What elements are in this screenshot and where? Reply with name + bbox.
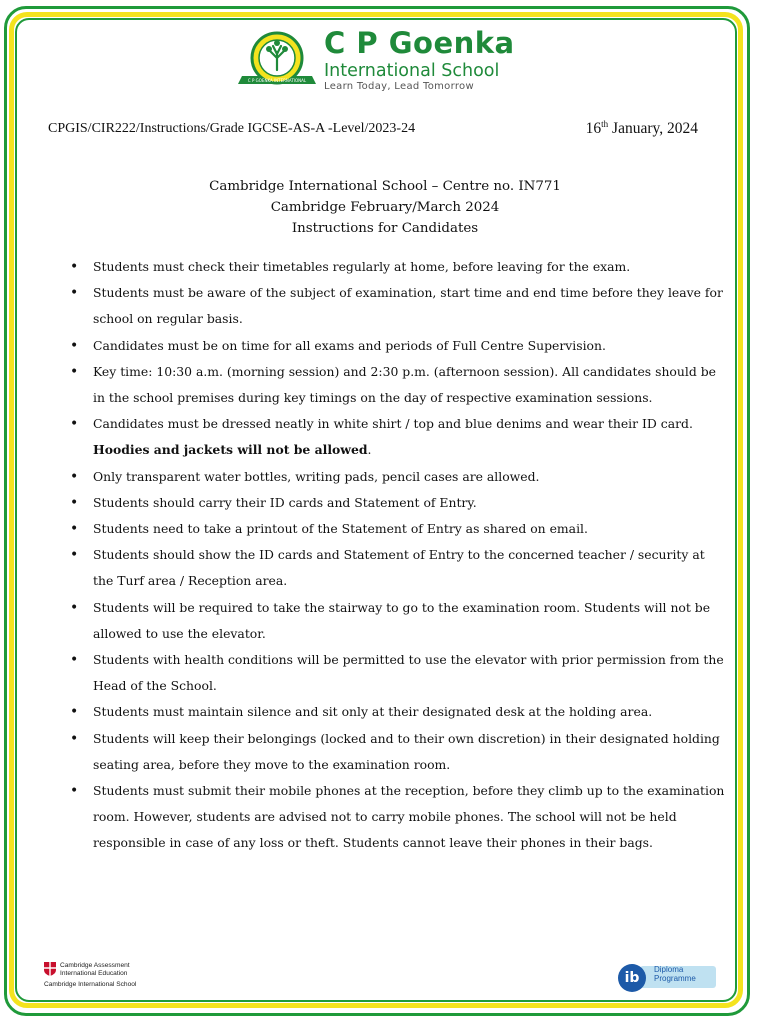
title-line-3: Instructions for Candidates — [291, 221, 479, 236]
list-item: • Students should show the ID cards and Statement of Entry to the concerned teacher / security at the Turf area / Reception area. — [70, 542, 726, 594]
ib-icon: ib — [618, 964, 646, 992]
list-item: • Students with health conditions will be permitted to use the elevator with prior permission from the Head of the School. — [70, 647, 726, 699]
school-name: C P Goenka — [324, 26, 515, 60]
ib-text — [654, 965, 696, 983]
cambridge-text — [60, 962, 130, 977]
school-tagline: Learn Today, Lead Tomorrow — [324, 81, 474, 92]
list-item: • Students should carry their ID cards and Statement of Entry. — [70, 490, 726, 516]
list-item: • Students will be required to take the stairway to go to the examination room. Students will not be allowed to use the elevator. — [70, 595, 726, 647]
list-item: • Students need to take a printout of the Statement of Entry as shared on email. — [70, 516, 726, 542]
instructions-list — [70, 254, 726, 857]
date-day: 16 — [585, 120, 602, 138]
title-line-2: Cambridge February/March 2024 — [270, 200, 500, 215]
list-item: • Students will keep their belongings (locked and to their own discretion) in their designated holding seating area, before they move to the examination room. — [70, 726, 726, 778]
list-item: • Candidates must be on time for all exams and periods of Full Centre Supervision. — [70, 333, 726, 359]
school-logo — [236, 28, 526, 98]
list-item: • Students must submit their mobile phones at the reception, before they climb up to the examination room. However, students are advised not to carry mobile phones. The school will not be held responsible in case of any loss or theft. Students cannot leave their phones in their bags. — [70, 778, 726, 857]
reference-line — [48, 121, 698, 141]
ib-line-1: Diploma — [654, 965, 684, 974]
ib-line-2: Programme — [654, 974, 696, 983]
date-rest: January, 2024 — [608, 120, 698, 138]
list-item: • Students must maintain silence and sit only at their designated desk at the holding area. — [70, 699, 726, 725]
list-item: • Students must check their timetables regularly at home, before leaving for the exam. — [70, 254, 726, 280]
list-item: • Key time: 10:30 a.m. (morning session) and 2:30 p.m. (afternoon session). All candidates should be in the school premises during key timings on the day of respective examination sessions. — [70, 359, 726, 411]
cambridge-shield-icon — [44, 962, 56, 976]
cambridge-logo — [44, 962, 154, 992]
list-item-dress-code — [70, 411, 726, 463]
list-item: • Students must be aware of the subject of examination, start time and end time before they leave for school on regular basis. — [70, 280, 726, 332]
cambridge-line-3: Cambridge International School — [44, 981, 137, 988]
school-subtitle: International School — [324, 61, 500, 81]
dress-code-period: . — [367, 442, 372, 458]
circular-date — [586, 119, 698, 138]
emblem-text: C P GOENKA INTERNATIONAL — [247, 78, 307, 83]
date-suffix: th — [601, 119, 609, 129]
title-line-1: Cambridge International School – Centre no. IN771 — [209, 179, 561, 194]
cambridge-line-2: International Education — [60, 969, 128, 977]
school-emblem-icon — [236, 30, 318, 92]
list-item: • Only transparent water bottles, writing pads, pencil cases are allowed. — [70, 464, 726, 490]
cambridge-line-1: Cambridge Assessment — [60, 962, 130, 969]
ib-logo — [616, 962, 720, 994]
dress-code-text: Candidates must be dressed neatly in white shirt / top and blue denims and wear their ID card. — [93, 416, 693, 432]
dress-code-warning: Hoodies and jackets will not be allowed — [93, 442, 368, 458]
document-title — [40, 176, 730, 239]
circular-reference: CPGIS/CIR222/Instructions/Grade IGCSE-AS-A -Level/2023-24 — [48, 121, 416, 136]
